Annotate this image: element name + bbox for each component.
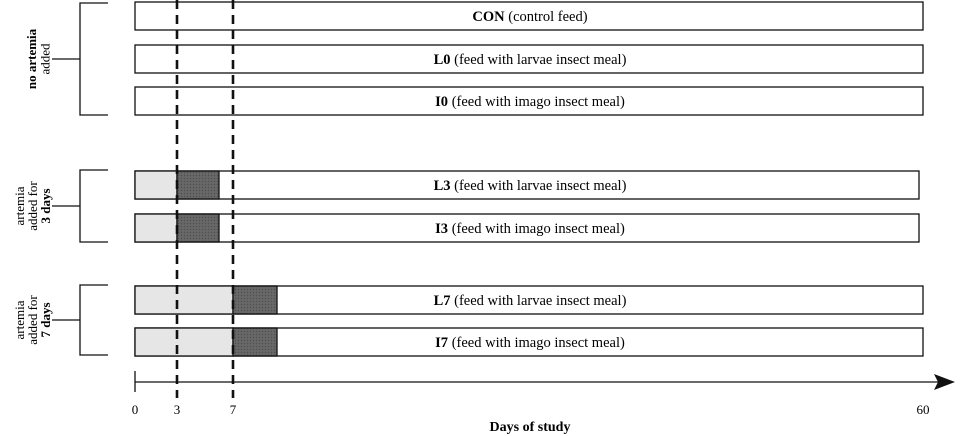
treatment-groups xyxy=(12,2,923,356)
treatment-bar-l7 xyxy=(135,286,923,314)
artemia-segment xyxy=(135,171,177,199)
treatment-bar-i7 xyxy=(135,328,923,356)
group-label-line: added for xyxy=(25,181,40,231)
treatment-bar-i3 xyxy=(135,214,919,242)
tick-label-0: 0 xyxy=(131,402,139,417)
group-label-line: added for xyxy=(25,295,40,345)
tick-label-3: 3 xyxy=(173,402,181,417)
group-bracket xyxy=(80,3,108,115)
treatment-bar-l0 xyxy=(135,45,923,73)
bar-code: I3 xyxy=(435,221,449,237)
group-label-line: 7 days xyxy=(38,302,53,338)
bar-description: (feed with larvae insect meal) xyxy=(450,52,627,68)
bar-label xyxy=(435,221,625,237)
transition-segment xyxy=(177,214,219,242)
treatment-bar-con xyxy=(135,2,923,30)
treatment-bar-i0 xyxy=(135,87,923,115)
group-3 xyxy=(12,285,923,356)
group-label xyxy=(24,28,53,89)
group-1 xyxy=(24,2,923,115)
bar-label xyxy=(434,293,627,309)
group-label xyxy=(12,181,53,231)
group-label-line: artemia xyxy=(12,186,27,226)
bar-description: (control feed) xyxy=(504,9,588,25)
group-bracket xyxy=(80,170,108,242)
axis-ticks xyxy=(132,402,930,417)
bar-label xyxy=(435,335,625,351)
bar-description: (feed with imago insect meal) xyxy=(448,221,625,237)
axis-title: Days of study xyxy=(489,420,571,435)
group-label-line: artemia xyxy=(12,300,27,340)
transition-segment xyxy=(233,286,277,314)
group-2 xyxy=(12,170,919,242)
timeline-axis xyxy=(132,371,955,435)
bar-label xyxy=(434,52,627,68)
bar-code: L0 xyxy=(433,52,451,68)
artemia-segment xyxy=(135,286,233,314)
bar-code: L7 xyxy=(433,293,451,309)
tick-label-7: 7 xyxy=(229,402,237,417)
transition-segment xyxy=(233,328,277,356)
bar-code: I7 xyxy=(435,335,449,351)
transition-segment xyxy=(177,171,219,199)
bar-label xyxy=(435,94,625,110)
artemia-segment xyxy=(135,328,233,356)
bar-code: L3 xyxy=(433,178,451,194)
group-bracket xyxy=(80,285,108,355)
treatment-bar-l3 xyxy=(135,171,919,199)
bar-label xyxy=(434,178,627,194)
bar-description: (feed with imago insect meal) xyxy=(448,94,625,110)
bar-code: CON xyxy=(472,9,505,25)
group-label-line: no artemia xyxy=(24,28,39,90)
tick-label-60: 60 xyxy=(916,402,930,417)
group-label-line: 3 days xyxy=(38,188,53,224)
artemia-segment xyxy=(135,214,177,242)
bar-code: I0 xyxy=(435,94,449,110)
bar-description: (feed with larvae insect meal) xyxy=(450,178,627,194)
bar-description: (feed with larvae insect meal) xyxy=(450,293,627,309)
bar-label xyxy=(472,9,587,25)
group-label xyxy=(12,295,53,345)
group-label-line: added xyxy=(37,43,53,75)
bar-description: (feed with imago insect meal) xyxy=(448,335,625,351)
